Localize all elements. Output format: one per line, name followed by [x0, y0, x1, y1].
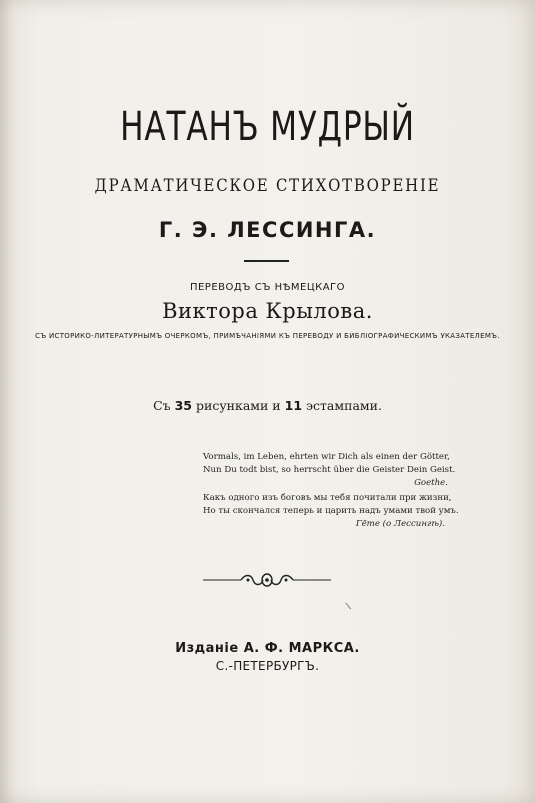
- german-epigraph-line-2: Nun Du todt bist, so herrscht über die Geister Dein Geist.: [203, 465, 456, 475]
- ornament-divider: [203, 571, 331, 589]
- drawings-label: рисунками и: [195, 398, 281, 413]
- publisher: Изданіе А. Ф. МАРКСА.: [175, 641, 360, 656]
- book-subtitle: ДРАМАТИЧЕСКОЕ СТИХОТВОРЕНІЕ: [94, 176, 441, 196]
- russian-epigraph-attribution: Гёте (о Лессингѣ).: [355, 519, 445, 529]
- book-title: НАТАНЪ МУДРЫЙ: [120, 104, 415, 150]
- publication-city: С.-ПЕТЕРБУРГЪ.: [215, 659, 320, 673]
- plates-label: эстампами.: [306, 398, 382, 413]
- russian-epigraph-line-1: Какъ одного изъ боговъ мы тебя почитали при жизни,: [203, 493, 452, 503]
- german-epigraph-attribution: Goethe.: [414, 478, 448, 488]
- plates-count: 11: [284, 398, 303, 413]
- divider-rule: [244, 260, 289, 262]
- drawings-count: 35: [174, 398, 192, 413]
- german-epigraph-line-1: Vormals, im Leben, ehrten wir Dich als einen der Götter,: [203, 452, 450, 462]
- contents-note: СЪ ИСТОРИКО-ЛИТЕРАТУРНЫМЪ ОЧЕРКОМЪ, ПРИМѢЧАНІЯМИ КЪ ПЕРЕВОДУ И БИБЛІОГРАФИЧЕСКИМЪ УКАЗАТЕЛЕМЪ.: [35, 332, 500, 340]
- stray-mark: [345, 599, 356, 610]
- author-name: Г. Э. ЛЕССИНГА.: [158, 218, 377, 242]
- german-epigraph: [203, 451, 456, 490]
- russian-epigraph-line-2: Но ты скончался теперь и царить надъ умами твой умъ.: [203, 506, 459, 516]
- illustrations-note: [0, 398, 535, 414]
- illustrations-prefix: Съ: [153, 398, 171, 413]
- russian-epigraph: [203, 492, 459, 531]
- translation-label: ПЕРЕВОДЪ СЪ НѢМЕЦКАГО: [189, 282, 346, 293]
- translator-name: Виктора Крылова.: [162, 299, 373, 323]
